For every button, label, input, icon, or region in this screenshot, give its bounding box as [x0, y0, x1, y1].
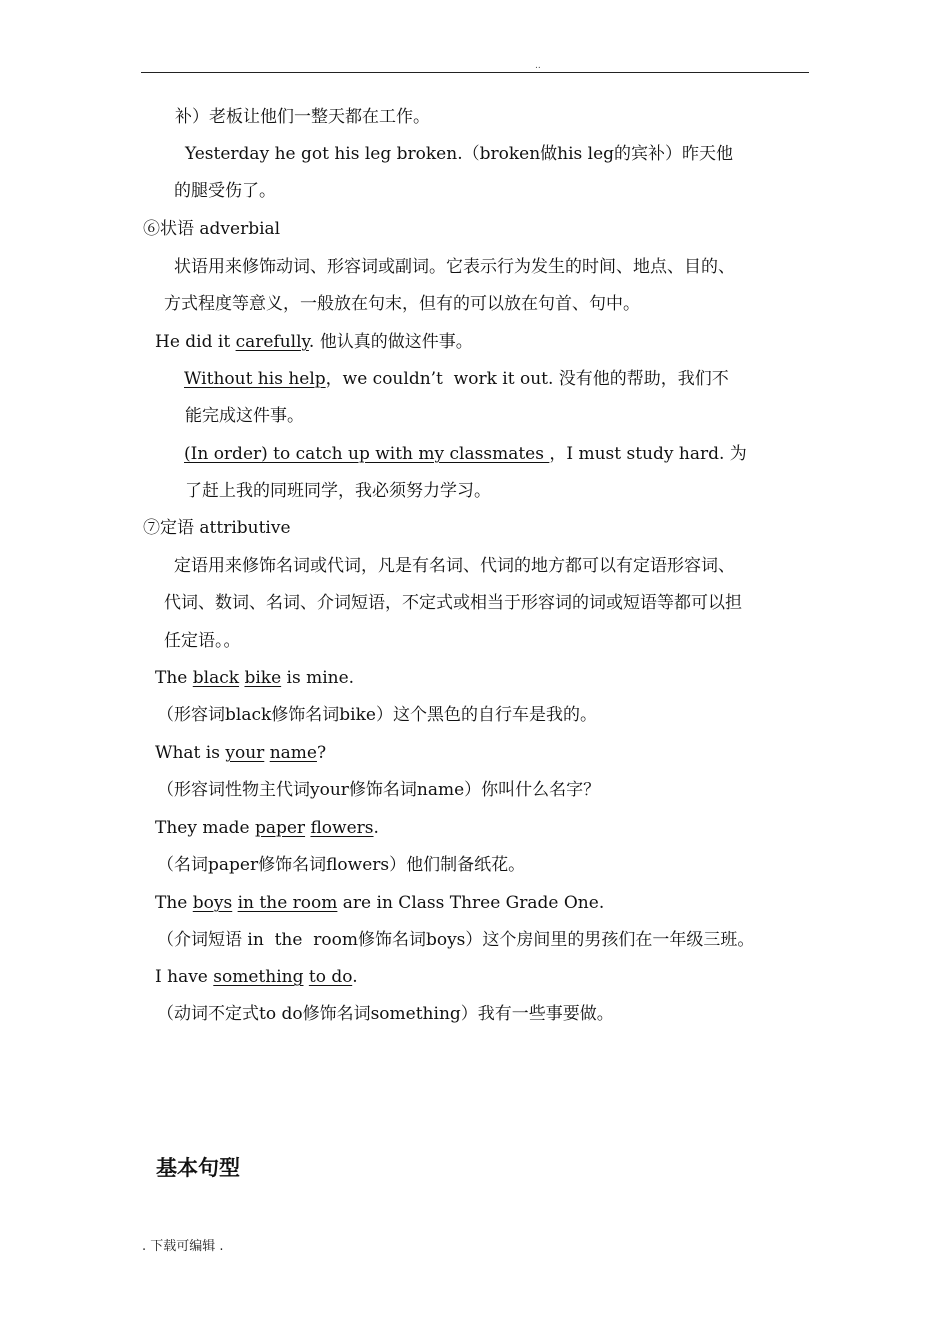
example-text: They made — [155, 818, 255, 838]
text-line: 的腿受伤了。 — [174, 181, 276, 201]
underlined-phrase: Without his help — [184, 369, 326, 389]
text-line: Yesterday he got his leg broken.（broken做his leg的宾补）昨天他 — [185, 144, 734, 164]
text-line: 补）老板让他们一整天都在工作。 — [175, 107, 430, 127]
text-line: （名词paper修饰名词flowers）他们制备纸花。 — [157, 855, 526, 875]
example-line — [155, 331, 473, 353]
example-line — [155, 966, 358, 988]
text-line: 状语用来修饰动词、形容词或副词。它表示行为发生的时间、地点、目的、 — [174, 257, 735, 277]
example-text: What is — [155, 743, 226, 763]
underlined-phrase: black — [192, 668, 240, 688]
example-line — [155, 892, 604, 914]
example-text: ? — [316, 743, 327, 763]
underlined-phrase: name — [269, 743, 317, 763]
underlined-phrase: bike — [244, 668, 282, 688]
text-line: （介词短语 in the room修饰名词boys）这个房间里的男孩们在一年级三班。 — [157, 930, 755, 950]
text-line: （形容词性物主代词your修饰名词name）你叫什么名字？ — [157, 780, 601, 800]
text-line: 方式程度等意义，一般放在句末，但有的可以放在句首、句中。 — [164, 294, 640, 314]
example-text: is mine. — [281, 668, 355, 688]
text-line: （形容词black修饰名词bike）这个黑色的自行车是我的。 — [157, 705, 597, 725]
example-text: I have — [155, 967, 214, 987]
text-line: 了赶上我的同班同学，我必须努力学习。 — [185, 481, 491, 501]
header-rule — [141, 72, 809, 73]
header-mark: .. — [535, 61, 541, 71]
example-text: The — [155, 668, 193, 688]
text-line: 任定语。。 — [164, 631, 241, 651]
example-text: . — [373, 818, 379, 838]
example-text: . 他认真的做这件事。 — [308, 332, 473, 352]
underlined-phrase: flowers — [310, 818, 374, 838]
section-heading: 基本句型 — [156, 1156, 240, 1180]
underlined-phrase: in the room — [237, 893, 338, 913]
example-line — [155, 742, 326, 764]
section-attributive-title: ⑦定语 attributive — [143, 518, 291, 538]
example-text: . — [352, 967, 358, 987]
example-text: He did it — [155, 332, 236, 352]
example-line — [184, 443, 747, 465]
page-footer: . 下载可编辑 . — [142, 1239, 224, 1254]
underlined-phrase: your — [225, 743, 265, 763]
underlined-phrase: (In order) to catch up with my classmates — [184, 444, 550, 464]
underlined-phrase: something — [213, 967, 304, 987]
example-text: ，I must study hard. 为 — [549, 444, 747, 464]
text-line: （动词不定式to do修饰名词something）我有一些事要做。 — [157, 1004, 614, 1024]
example-text: The — [155, 893, 193, 913]
text-line: 定语用来修饰名词或代词，凡是有名词、代词的地方都可以有定语形容词、 — [174, 556, 735, 576]
section-adverbial-title: ⑥状语 adverbial — [143, 219, 281, 239]
example-line — [184, 368, 729, 390]
underlined-phrase: boys — [192, 893, 233, 913]
underlined-phrase: to do — [308, 967, 353, 987]
example-text: ，we couldn’t work it out. 没有他的帮助，我们不 — [325, 369, 729, 389]
text-line: 代词、数词、名词、介词短语，不定式或相当于形容词的词或短语等都可以担 — [164, 593, 742, 613]
underlined-phrase: paper — [254, 818, 306, 838]
example-line — [155, 817, 379, 839]
underlined-phrase: carefully — [235, 332, 309, 352]
example-text: are in Class Three Grade One. — [337, 893, 605, 913]
text-line: 能完成这件事。 — [185, 406, 304, 426]
example-line — [155, 667, 354, 689]
